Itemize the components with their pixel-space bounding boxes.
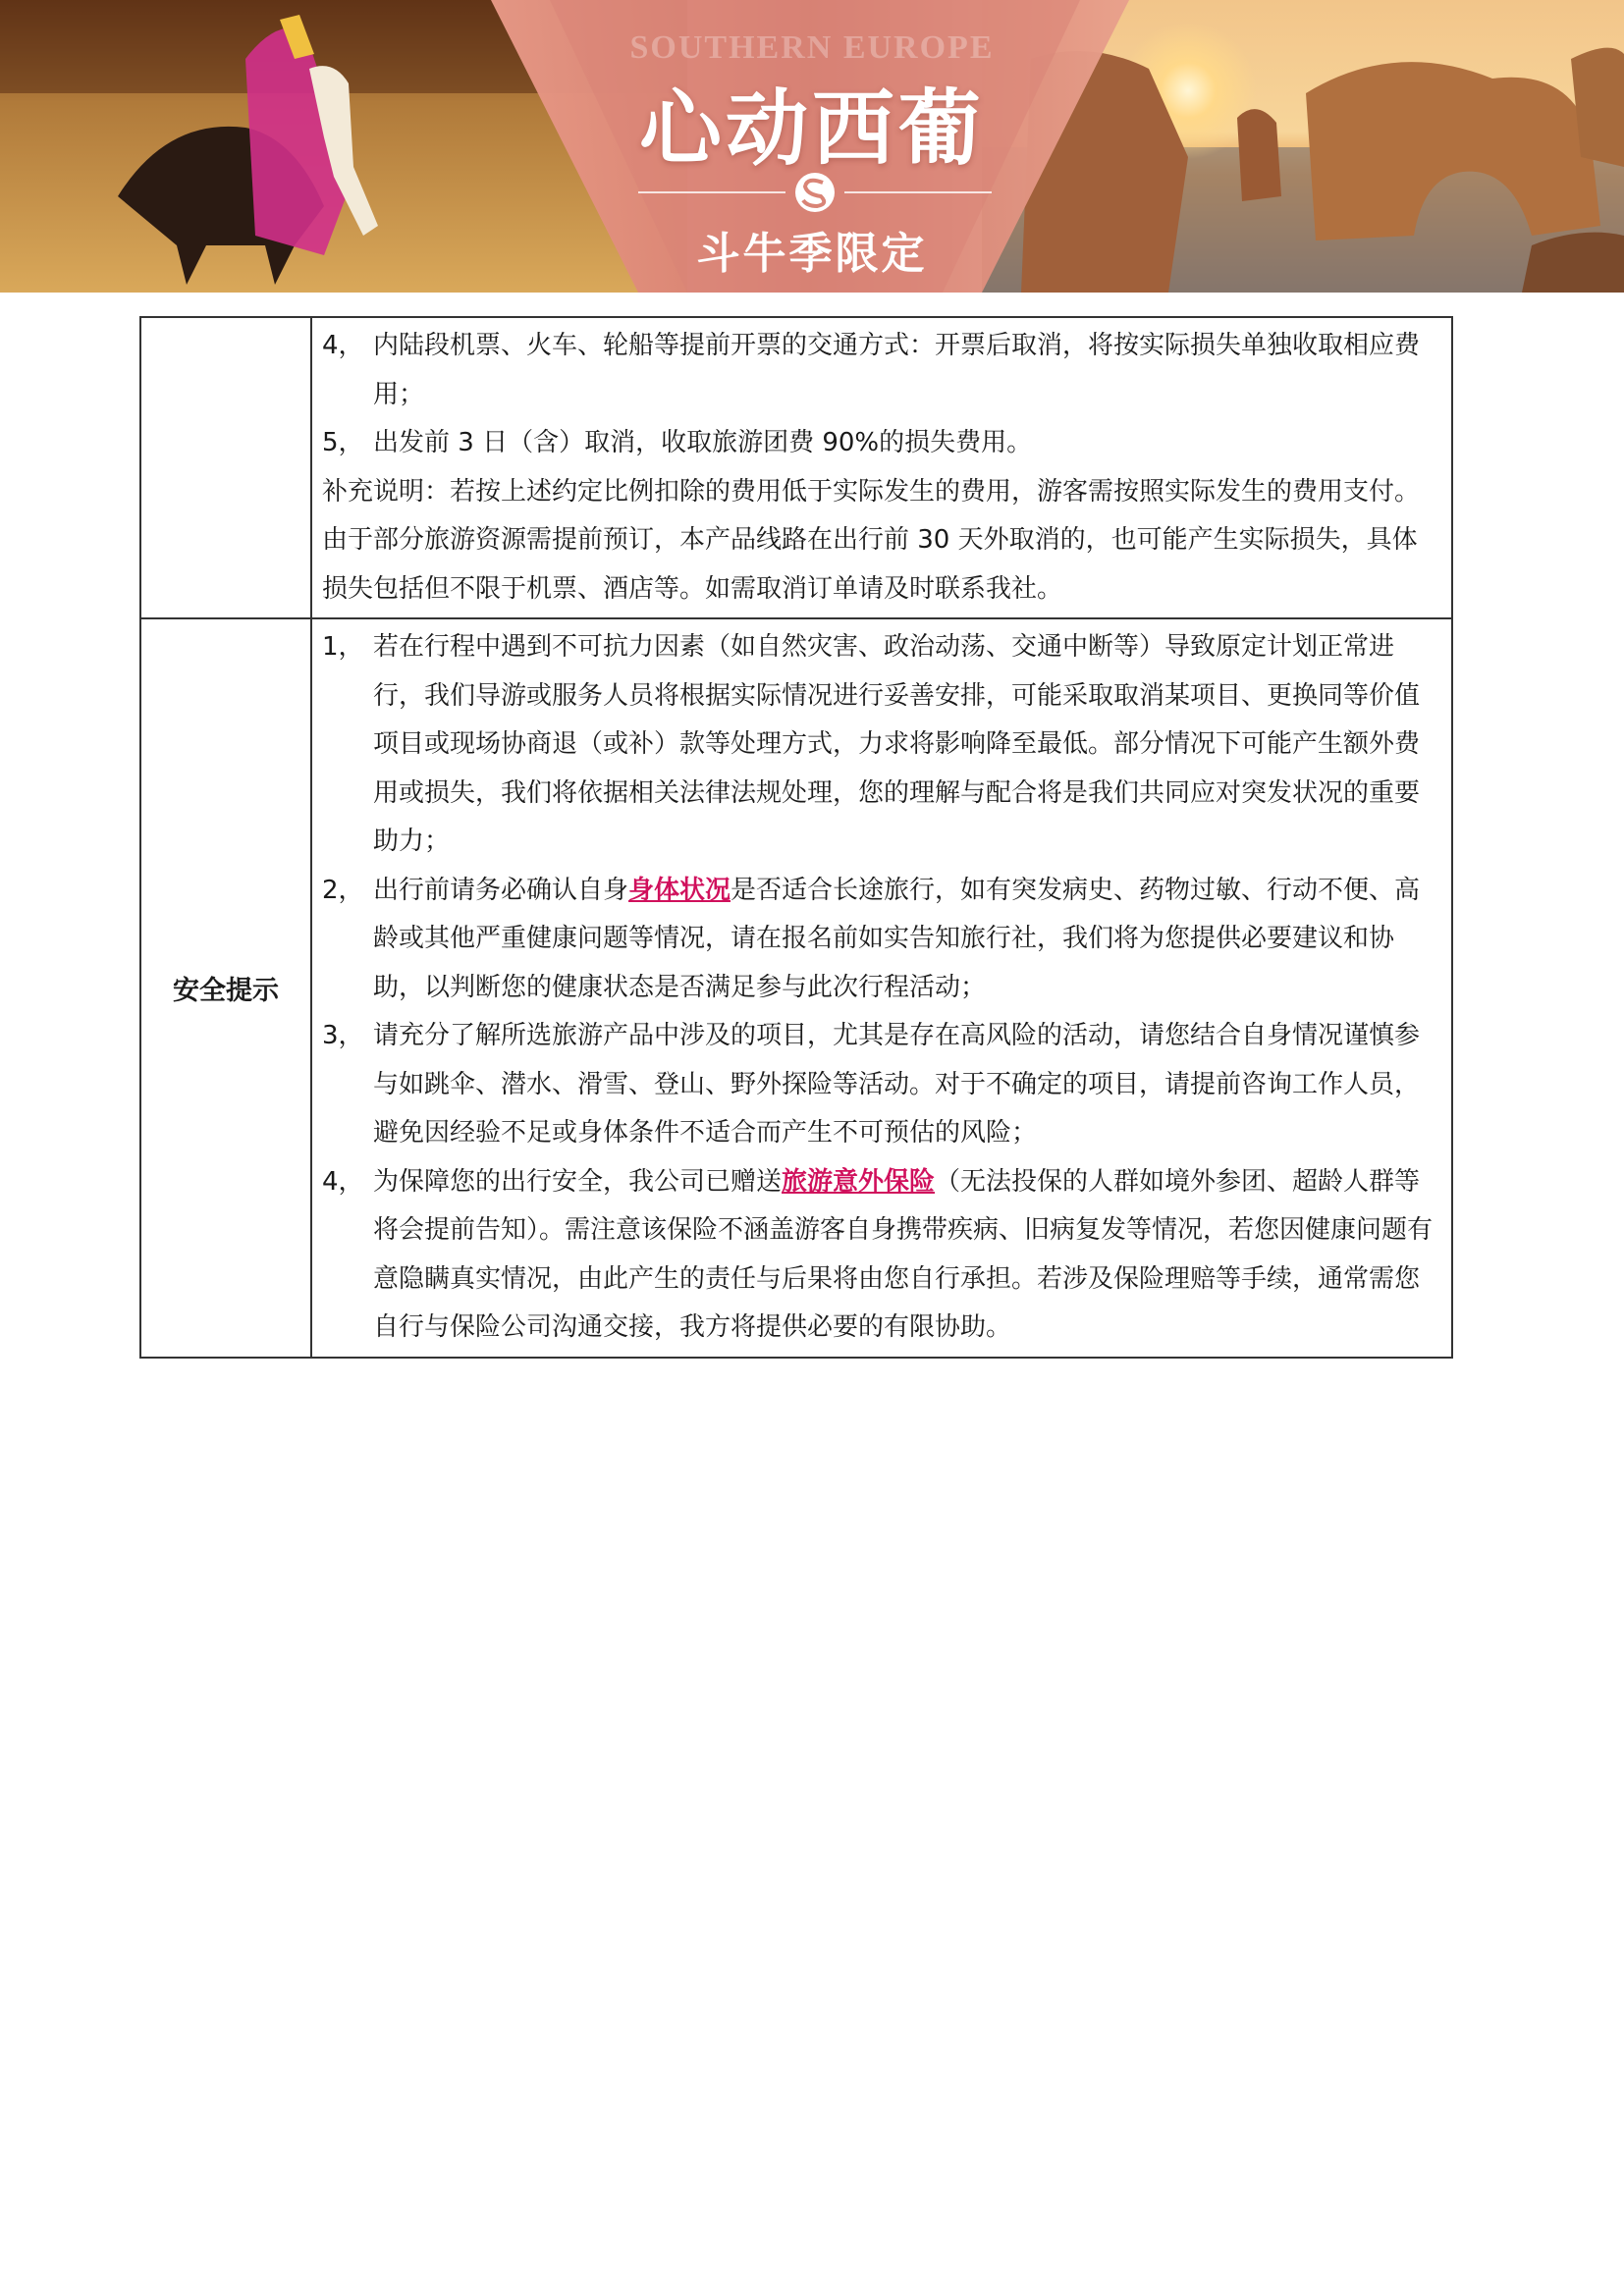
row-label — [140, 317, 311, 618]
banner-subtitle: SOUTHERN EUROPE — [629, 29, 995, 66]
banner-title: 心动西葡 — [638, 80, 985, 177]
row-content — [311, 317, 1452, 618]
header-banner — [0, 0, 1624, 293]
table-row-cancellation — [140, 317, 1452, 618]
list-item: 1， 若在行程中遇到不可抗力因素（如自然灾害、政治动荡、交通中断等）导致原定计划正常进行，我们导游或服务人员将根据实际情况进行妥善安排，可能采取取消某项目、更换同等价值项目或现场协商退（或补）款等处理方式，力求将影响降至最低。部分情况下可能产生额外费用或损失，我们将依据相关法律法规处理，您的理解与配合将是我们共同应对突发状况的重要助力； — [322, 632, 1421, 856]
banner-tagline: 斗牛季限定 — [696, 229, 928, 279]
list-item: 3， 请充分了解所选旅游产品中涉及的项目，尤其是存在高风险的活动，请您结合自身情况谨慎参与如跳伞、潜水、滑雪、登山、野外探险等活动。对于不确定的项目，请提前咨询工作人员，避免因经验不足或身体条件不适合而产生不可预估的风险； — [322, 1021, 1421, 1148]
list-item: 5， 出发前 3 日（含）取消，收取旅游团费 90%的损失费用。 — [322, 428, 1033, 457]
highlight-health-condition: 身体状况 — [628, 875, 731, 905]
list-item: 4， 为保障您的出行安全，我公司已赠送旅游意外保险（无法投保的人群如境外参团、超龄人群等将会提前告知）。需注意该保险不涵盖游客自身携带疾病、旧病复发等情况，若您因健康问题有意隐瞒真实情况，由此产生的责任与后果将由您自行承担。若涉及保险理赔等手续，通常需您自行与保险公司沟通交接，我方将提供必要的有限协助。 — [322, 1166, 1434, 1342]
row-content — [311, 618, 1452, 1358]
list-item: 4， 内陆段机票、火车、轮船等提前开票的交通方式：开票后取消，将按实际损失单独收取相应费用； — [322, 331, 1421, 409]
terms-table — [139, 316, 1453, 1359]
supplementary-note: 补充说明：若按上述约定比例扣除的费用低于实际发生的费用，游客需按照实际发生的费用支付。由于部分旅游资源需提前预订，本产品线路在出行前 30 天外取消的，也可能产生实际损失，具体损失包括但不限于机票、酒店等。如需取消订单请及时联系我社。 — [322, 476, 1421, 604]
row-label: 安全提示 — [140, 618, 311, 1358]
highlight-travel-insurance: 旅游意外保险 — [782, 1166, 936, 1197]
table-row-safety — [140, 618, 1452, 1358]
list-item: 2， 出行前请务必确认自身身体状况是否适合长途旅行，如有突发病史、药物过敏、行动不便、高龄或其他严重健康问题等情况，请在报名前如实告知旅行社，我们将为您提供必要建议和协助，以判断您的健康状态是否满足参与此次行程活动； — [322, 875, 1421, 1002]
